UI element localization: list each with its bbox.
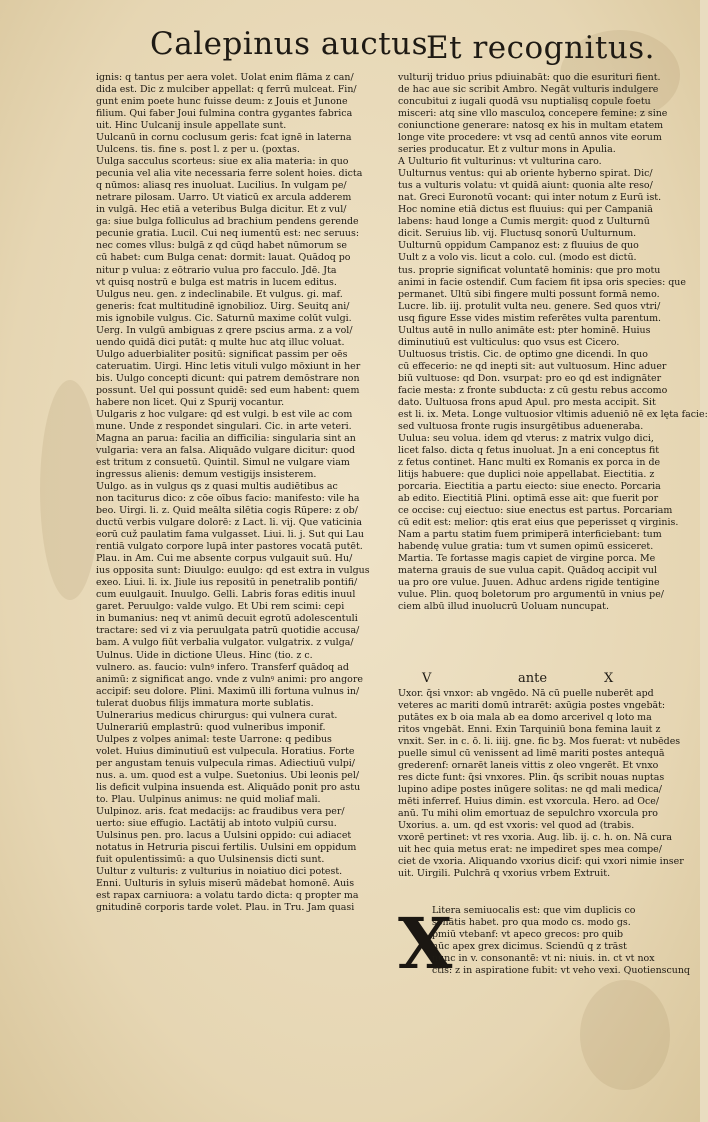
text-line: Uulturnus ventus: qui ab oriente hyberno spirat. Dic/ xyxy=(398,168,653,180)
text-line: bam. A vulgo fiūt verbalia vulgator. vulgatrix. z vulga/ xyxy=(96,637,354,649)
text-line: sonātis habet. pro qua modo cs. modo gs. xyxy=(432,917,631,929)
text-line: in bumanius: neq vt animū decuit egrotū adolescentuli xyxy=(96,613,358,625)
text-line: ciet de vxoria. Aliquando vxorius dicif: qui vxori nimie inser xyxy=(398,856,684,868)
text-line: Uultus autē in nullo animāte est: pter hominē. Huius xyxy=(398,324,651,336)
text-line: anū. Tu mihi olim emortuaz de sepulchro vxorcula pro xyxy=(398,808,658,820)
text-line: biū vultuose: qd Don. vsurpat: pro eo qd est indignāter xyxy=(398,372,662,384)
text-line: pmiū vtebanf: vt apeco grecos: pro quib xyxy=(432,929,624,941)
text-line: exeo. Liui. li. ix. Jiule ius repositū in penetralib pontifi/ xyxy=(96,577,358,589)
section-letter-x: X xyxy=(604,671,614,686)
text-line: Uulgo. as in vulgus qs z quasi multis audiētibus ac xyxy=(96,481,338,493)
text-line: tus a vulturis volatu: vt quidā aiunt: quonia alte reso/ xyxy=(398,180,653,192)
section-ante: ante xyxy=(518,671,548,686)
text-line: diminutiuū est vulticulus: quo vsus est Cicero. xyxy=(398,336,620,348)
text-line: bis. Uulgo concepti dicunt: qui patrem demōstrare non xyxy=(96,372,360,384)
page-stain xyxy=(40,380,100,600)
text-line: accipif: seu dolore. Plini. Maximū illi fortuna vulnus in/ xyxy=(96,685,360,697)
text-line: z fetus continet. Hanc multi ex Romanis ex porca in de xyxy=(398,457,661,468)
left-text-column xyxy=(96,72,368,914)
text-line: misceri: atq sine vllo masculoꝝ concepere femine: z sine xyxy=(398,108,668,120)
text-line: q nūmos: aliasq res inuoluat. Lucilius. In vulgam pe/ xyxy=(96,180,347,192)
text-line: dato. Uultuosa frons apud Apul. pro mesta accipit. Sit xyxy=(398,396,656,408)
text-line: est tritum z consuetū. Quintil. Simul ne vulgare viam xyxy=(96,457,350,468)
section-heading xyxy=(398,671,666,689)
text-line: notatus in Hetruria piscui fertilis. Uulsini em oppidum xyxy=(96,842,357,853)
text-line: concubitui z iugali quodā vsu nuptialisq copule foetu xyxy=(398,96,651,108)
text-line: possunt. Uel qui possunt quidē: sed eum habent: quem xyxy=(96,384,360,396)
text-line: ritos vngebāt. Enni. Exin Tarquiniū bona femina lauit z xyxy=(398,724,661,736)
text-line: per angustam tenuis vulpecula rimas. Adiectiuū vulpi/ xyxy=(96,757,355,769)
text-line: pecunie gratia. Lucil. Cui neq iumentū est: nec seruus: xyxy=(96,228,360,240)
text-line: Uulturnū oppidum Campanoz est: z fluuius de quo xyxy=(398,240,639,252)
text-line: cum euulgauit. Inuulgo. Gelli. Labris foras editis inuul xyxy=(96,589,356,601)
text-line: nūc apex grex dicimus. Sciendū q z trāst xyxy=(432,941,627,953)
text-line: de hac aue sic scribit Ambro. Negāt vulturis indulgere xyxy=(398,84,659,96)
text-line: dida est. Dic z mulciber appellat: q ferrū mulceat. Fin/ xyxy=(96,84,357,96)
text-line: A Uulturio fit vulturinus: vt vulturina caro. xyxy=(398,156,602,168)
text-line: Uulnerarius medicus chirurgus: qui vulnera curat. xyxy=(96,709,338,721)
text-line: uit. Uirgili. Pulchrā q vxorius vrbem Extruit. xyxy=(398,868,611,880)
text-line: Uxor. q̄si vnxor: ab vngēdo. Nā cū puelle nuberēt apd xyxy=(398,688,654,699)
text-line: pecunia vel alia vite necessaria ferre solent hoies. dicta xyxy=(96,168,363,180)
text-line: ga: siue bulga folliculus ad brachium pendens gerende xyxy=(96,216,359,228)
text-line: vt quisq nostrū e bulga est matris in lucem editus. xyxy=(96,276,337,288)
text-line: est rapax carniuora: a volatu tardo dicta: q propter ma xyxy=(96,890,359,902)
text-line: grederenf: ornarēt laneis vittis z oleo vngerēt. Et vnxo xyxy=(398,760,659,772)
text-line: ductū verbis vulgare dolorē: z Lact. li. vij. Que vaticinia xyxy=(96,517,362,529)
text-line: netrare pilosam. Uarro. Ut viaticū ex arcula adderem xyxy=(96,192,352,204)
text-line: porcaria. Eiectitia a partu eiecto: siue enecto. Porcaria xyxy=(398,481,661,493)
text-line: ingressus alienis: demum vestigijs insisterem. xyxy=(96,469,317,481)
text-line: coniunctione generare: natosq ex his in multam etatem xyxy=(398,120,664,132)
text-line: mis ignobile vulgus. Cic. Saturnū maxime colūt vulgi. xyxy=(96,312,352,324)
text-line: animi in facie ostendif. Cum faciem fit ipsa oris species: que xyxy=(398,276,686,288)
text-line: Uulgus neu. gen. z indeclinabile. Et vulgus. gi. maf. xyxy=(96,288,343,300)
text-line: mune. Unde z respondet singulari. Cic. in arte veteri. xyxy=(96,420,352,432)
text-line: ciem albū illud inuolucrū Uoluam nuncupat. xyxy=(398,601,609,613)
text-line: Martia. Te fortasse magis capiet de virgine porca. Me xyxy=(398,553,656,565)
text-line: Uulnus. Uide in dictione Uleus. Hinc (tio. z c. xyxy=(96,649,313,661)
text-line: Uulpes z volpes animal: teste Uarrone: q pedibus xyxy=(96,733,332,745)
text-line: tus. proprie significat voluntatē hominis: que pro motu xyxy=(398,264,661,276)
right-text-column xyxy=(398,72,708,613)
text-line: series producatur. Et z vultur mons in Apulia. xyxy=(398,144,616,156)
text-line: vxorē pertinet: vt res vxoria. Aug. lib. ij. c. h. on. Nā cura xyxy=(398,832,673,844)
text-line: Enni. Uulturis in syluis miserū mādebat homonē. Auis xyxy=(96,878,355,890)
text-line: Uulsinus pen. pro. lacus a Uulsini oppido: cui adiacet xyxy=(96,829,352,841)
text-line: usq figure Esse vides mistim referētes vulta parentum. xyxy=(398,312,662,324)
text-line: licet falso. dicta q fetus inuoluat. Jn a eni conceptus fit xyxy=(398,444,660,456)
text-line: mēti inferref. Huius dimin. est vxorcula. Hero. ad Oce/ xyxy=(398,796,660,808)
text-line: puelle simul cū venissent ad limē mariti postes antequā xyxy=(398,748,665,760)
text-line: nunc in v. consonantē: vt ni: niuis. in. ct vt nox xyxy=(432,953,655,965)
text-line: fuit opulentissimū: a quo Uulsinensis dicti sunt. xyxy=(96,854,325,866)
text-line: habere non licet. Qui z Spurij vocantur. xyxy=(96,396,285,408)
right-text-column-lower xyxy=(398,688,684,881)
text-line: beo. Uirgi. li. z. Quid meālta silētia cogis Rūpere: z ob/ xyxy=(96,505,358,517)
text-line: Uerg. In vulgū ambiguas z qrere pscius arma. z a vol/ xyxy=(96,324,353,336)
text-line: to. Plau. Uulpinus animus: ne quid moliaf mali. xyxy=(96,793,321,805)
text-line: cū habet: cum Bulga cenat: dormit: lauat. Quādoq po xyxy=(96,252,351,264)
text-line: Uulga sacculus scorteus: siue ex alia materia: in quo xyxy=(96,156,349,168)
text-line: cateruatim. Uirgi. Hinc letis vituli vulgo mōxiunt in her xyxy=(96,360,361,372)
text-line: Uulcens. tis. fine s. post l. z per u. (poxtas. xyxy=(96,144,300,156)
text-line: materna grauis de sue vulua capit. Quādoq accipit vul xyxy=(398,565,658,577)
text-line: sed vultuosa fronte rugis insurgētibus adueneraba. xyxy=(398,420,644,432)
text-line: non taciturus dico: z cōe oībus facio: manifesto: vile ha xyxy=(96,493,360,505)
text-line: habendę vulue gratia: tum vt sumen opimū essiceret. xyxy=(398,541,654,553)
text-line: tractare: sed vi z via peruulgata patrū quotidie accusa/ xyxy=(96,625,360,637)
text-line: ce occise: cuj eiectuo: siue enectus est partus. Porcariam xyxy=(398,505,673,517)
text-line: Uult z a volo vis. licut a colo. cul. (modo est dictū. xyxy=(398,252,637,264)
text-line: cū edit est: melior: qtis erat eius que peperisset q virginis. xyxy=(398,517,679,529)
text-line: Uxorius. a. um. qd est vxoris: vel quod ad (trabis. xyxy=(398,820,635,832)
text-line: uit hec quia metus erat: ne impediret spes mea compe/ xyxy=(398,844,662,856)
text-line: est li. ix. Meta. Longe vultuosior vltimis adueniō nē ex lęta facie: xyxy=(398,408,708,420)
right-text-column-x-entry xyxy=(432,905,690,977)
text-line: uerto: siue effugio. Lactātij ab intoto vulpiū cursu. xyxy=(96,817,337,829)
text-line: volet. Huius diminutiuū est vulpecula. Horatius. Forte xyxy=(96,745,355,757)
text-line: rentiā vulgato corpore lupā inter pastores vocatā putēt. xyxy=(96,541,363,553)
text-line: labens: haud longe a Cumis mergit: quod z Uulturnū xyxy=(398,216,650,228)
text-line: Uultuosus tristis. Cic. de optimo gne dicendi. In quo xyxy=(398,348,648,360)
text-line: Uulcanū in cornu coclusum geris: fcat ignē in laterna xyxy=(96,132,352,144)
text-line: gunt enim poete hunc fuisse deum: z Jouis et Junone xyxy=(96,96,348,108)
header-right-title: Et recognitus. xyxy=(426,30,656,66)
text-line: facie mesta: z fronte subducta: z cū gestu rebus accomo xyxy=(398,384,668,396)
text-line: Uulnerariū emplastrū: quod vulneribus imponif. xyxy=(96,721,326,733)
header-left-title: Calepinus auctus xyxy=(150,26,429,62)
text-line: Uulgaris z hoc vulgare: qd est vulgi. b est vile ac com xyxy=(96,408,353,420)
text-line: nec comes vllus: bulgā z qd cūqd habet nūmorum se xyxy=(96,240,347,252)
text-line: uit. Hinc Uulcanij insule appellate sunt. xyxy=(96,120,287,132)
text-line: vulnero. as. faucio: vulnꝰ infero. Transferf quādoq ad xyxy=(96,661,349,673)
drop-initial-x: X xyxy=(398,902,453,985)
text-line: lis deficit vulpina insuenda est. Aliquādo ponit pro astu xyxy=(96,781,361,793)
text-line: uendo quidā dici putāt: q multe huc atq illuc voluat. xyxy=(96,336,345,348)
text-line: res dicte funt: q̄si vnxores. Plin. q̄s scribit nouas nuptas xyxy=(398,772,665,784)
text-line: Uulpinoz. aris. fcat medacijs: ac fraudibus vera per/ xyxy=(96,805,345,817)
text-line: gnitudinē corporis tarde volet. Plau. in Tru. Jam quasi xyxy=(96,902,355,914)
running-header xyxy=(0,24,700,70)
text-line: ctis: z in aspiratione fubit: vt veho vexi. Quotienscunq xyxy=(432,965,690,977)
text-line: Lucre. lib. iij. protulit vulta neu. genere. Sed quos vtri/ xyxy=(398,300,661,312)
text-line: ignis: q tantus per aera volet. Uolat enim flāma z can/ xyxy=(96,72,354,83)
section-letter-v: V xyxy=(422,671,432,686)
text-line: garet. Peruulgo: valde vulgo. Et Ubi rem scimi: cepi xyxy=(96,601,345,613)
text-line: generis: fcat multitudinē ignobilioz. Uirg. Seuitq ani/ xyxy=(96,300,350,312)
text-line: cū effecerio: ne qd inepti sit: aut vultuosum. Hinc aduer xyxy=(398,360,667,372)
text-line: longe vite procedere: vt vsq ad centū annos vite eorum xyxy=(398,132,662,144)
page-stain xyxy=(580,980,670,1090)
text-line: dicit. Seruius lib. vij. Fluctusq sonorū Uulturnum. xyxy=(398,228,637,240)
text-line: Litera semiuocalis est: que vim duplicis co xyxy=(432,905,636,916)
text-line: permanet. Ultū sibi fingere multi possunt formā nemo. xyxy=(398,288,660,300)
text-line: vulturij triduo prius pdiuinabāt: quo die esurituri fient. xyxy=(398,72,661,83)
text-line: vnxit. Ser. in c. ō. li. iiij. gne. fic bꝫ. Mos fuerat: vt nubēdes xyxy=(398,736,681,748)
text-line: filium. Qui faber Joui fulmina contra gygantes fabrica xyxy=(96,108,353,120)
text-line: ua pro ore vulue. Juuen. Adhuc ardens rigide tentigine xyxy=(398,577,660,589)
text-line: Nam a partu statim fuem primiperā interficiebant: tum xyxy=(398,529,662,541)
text-line: Hoc nomine etiā dictus est fluuius: qui per Campaniā xyxy=(398,204,653,216)
text-line: nus. a. um. quod est a vulpe. Suetonius. Ubi leonis pel/ xyxy=(96,769,360,781)
text-line: lupino adipe postes inūgere solitas: ne qd mali medica/ xyxy=(398,784,662,796)
text-line: veteres ac mariti domū intrarēt: axūgia postes vngebāt: xyxy=(398,700,666,712)
text-line: putātes ex b oia mala ab ea domo arcerivel q loto ma xyxy=(398,712,652,724)
text-line: Uulua: seu volua. idem qd vterus: z matrix vulgo dici, xyxy=(398,432,654,444)
text-line: Magna an parua: facilia an difficilia: singularia sint an xyxy=(96,432,356,444)
text-line: Uulgo aduerbialiter positū: significat passim per oēs xyxy=(96,348,348,360)
text-line: Plau. in Am. Cui me absente corpus vulgauit suū. Hu/ xyxy=(96,553,353,565)
text-line: vulue. Plin. quoq boletorum pro argumentū in vnius pe/ xyxy=(398,589,664,601)
text-line: eorū cuž paulatim fama vulgasset. Liui. li. j. Sut qui Lau xyxy=(96,529,364,541)
text-line: Uultur z vulturis: z vulturius in noiatiuo dici potest. xyxy=(96,866,343,878)
text-line: ius opposita sunt: Diuulgo: euulgo: qd est extra in vulgus xyxy=(96,565,370,577)
text-line: nitur p vulua: z eōtrario vulua pro facculo. Jdē. Jta xyxy=(96,264,337,276)
text-line: vulgaria: vera an falsa. Aliquādo vulgare dicitur: quod xyxy=(96,444,356,456)
text-line: tulerat duobus filijs immatura morte sublatis. xyxy=(96,697,314,709)
text-line: animū: z significat ango. vnde z vulnꝰ animi: pro angore xyxy=(96,673,363,685)
text-line: in vulgā. Hec etiā a veteribus Bulga dicitur. Et z vul/ xyxy=(96,204,347,216)
text-line: nat. Greci Euronotū vocant: qui inter notum z Eurū ist. xyxy=(398,192,662,204)
text-line: litijs habuere: que duplici noie appellabat. Eiectitia. z xyxy=(398,469,655,481)
text-line: ab edito. Eiectitiā Plini. optimā esse ait: que fuerit por xyxy=(398,493,659,505)
